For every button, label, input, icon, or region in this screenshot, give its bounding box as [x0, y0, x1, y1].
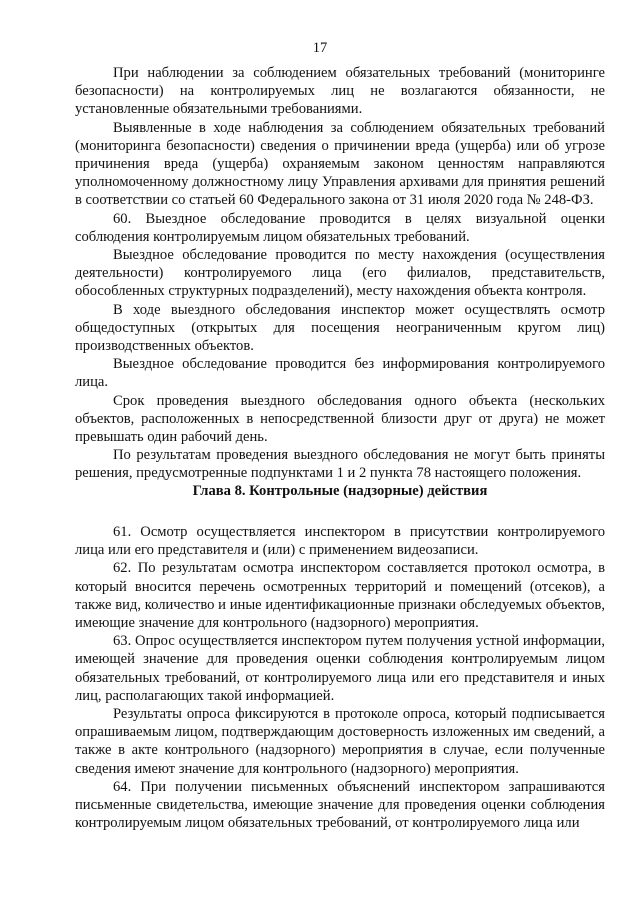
- paragraph: 62. По результатам осмотра инспектором составляется протокол осмотра, в который вносится перечень осмотренных территорий и помещений (отсеков), а также вид, количество и иные идентификационные признаки обследуемых объектов, имеющие значение для контрольного (надзорного) мероприятия.: [75, 560, 605, 632]
- paragraph: Результаты опроса фиксируются в протоколе опроса, который подписывается опрашиваемым лицом, подтверждающим достоверность изложенных им сведений, а также в акте контрольного (надзорного) мероприятия в случае, если полученные сведения имеют значение для контрольного (надзорного) мероприятия.: [75, 706, 605, 777]
- chapter-heading: Глава 8. Контрольные (надзорные) действия: [192, 483, 488, 499]
- paragraph: По результатам проведения выездного обследования не могут быть приняты решения, предусмотренные подпунктами 1 и 2 пункта 78 настоящего положения.: [75, 447, 605, 482]
- paragraph: В ходе выездного обследования инспектор может осуществлять осмотр общедоступных (открытых для посещения неограниченным кругом лиц) производственных объектов.: [75, 301, 605, 355]
- paragraph: 61. Осмотр осуществляется инспектором в присутствии контролируемого лица или его представителя и (или) с применением видеозаписи.: [75, 524, 605, 559]
- paragraph: При наблюдении за соблюдением обязательных требований (мониторинге безопасности) на контролируемых лиц не возлагаются обязанности, не установленные обязательными требованиями.: [75, 65, 605, 118]
- text-block-before-heading: [75, 64, 605, 483]
- paragraph: 60. Выездное обследование проводится в целях визуальной оценки соблюдения контролируемым лицом обязательных требований.: [75, 210, 605, 245]
- paragraph: 64. При получении письменных объяснений инспектором запрашиваются письменные свидетельства, имеющие значение для проведения оценки соблюдения контролируемым лицом обязательных требований, от контролируемого лица или: [75, 778, 605, 832]
- paragraph: Выездное обследование проводится по месту нахождения (осуществления деятельности) контролируемого лица (его филиалов, представительств, обособленных структурных подразделений), месту нахождения объекта контроля.: [75, 247, 605, 300]
- paragraph: 63. Опрос осуществляется инспектором путем получения устной информации, имеющей значение для проведения оценки соблюдения контролируемым лицом обязательных требований, от контролируемого лица или его представителя и иных лиц, располагающих такой информацией.: [75, 633, 605, 704]
- text-block-after-heading: [75, 523, 605, 832]
- paragraph: Выявленные в ходе наблюдения за соблюдением обязательных требований (мониторинга безопасности) сведения о причинении вреда (ущерба) или об угрозе причинения вреда (ущерба) охраняемым законом ценностям направляются уполномоченному должностному лицу Управления архивами для принятия решений в соответствии со статьей 60 Федерального закона от 31 июля 2020 года № 248-ФЗ.: [75, 119, 605, 209]
- page-number: 17: [312, 40, 328, 56]
- paragraph: Выездное обследование проводится без информирования контролируемого лица.: [75, 356, 605, 391]
- paragraph: Срок проведения выездного обследования одного объекта (нескольких объектов, расположенных в непосредственной близости друг от друга) не может превышать один рабочий день.: [75, 392, 605, 446]
